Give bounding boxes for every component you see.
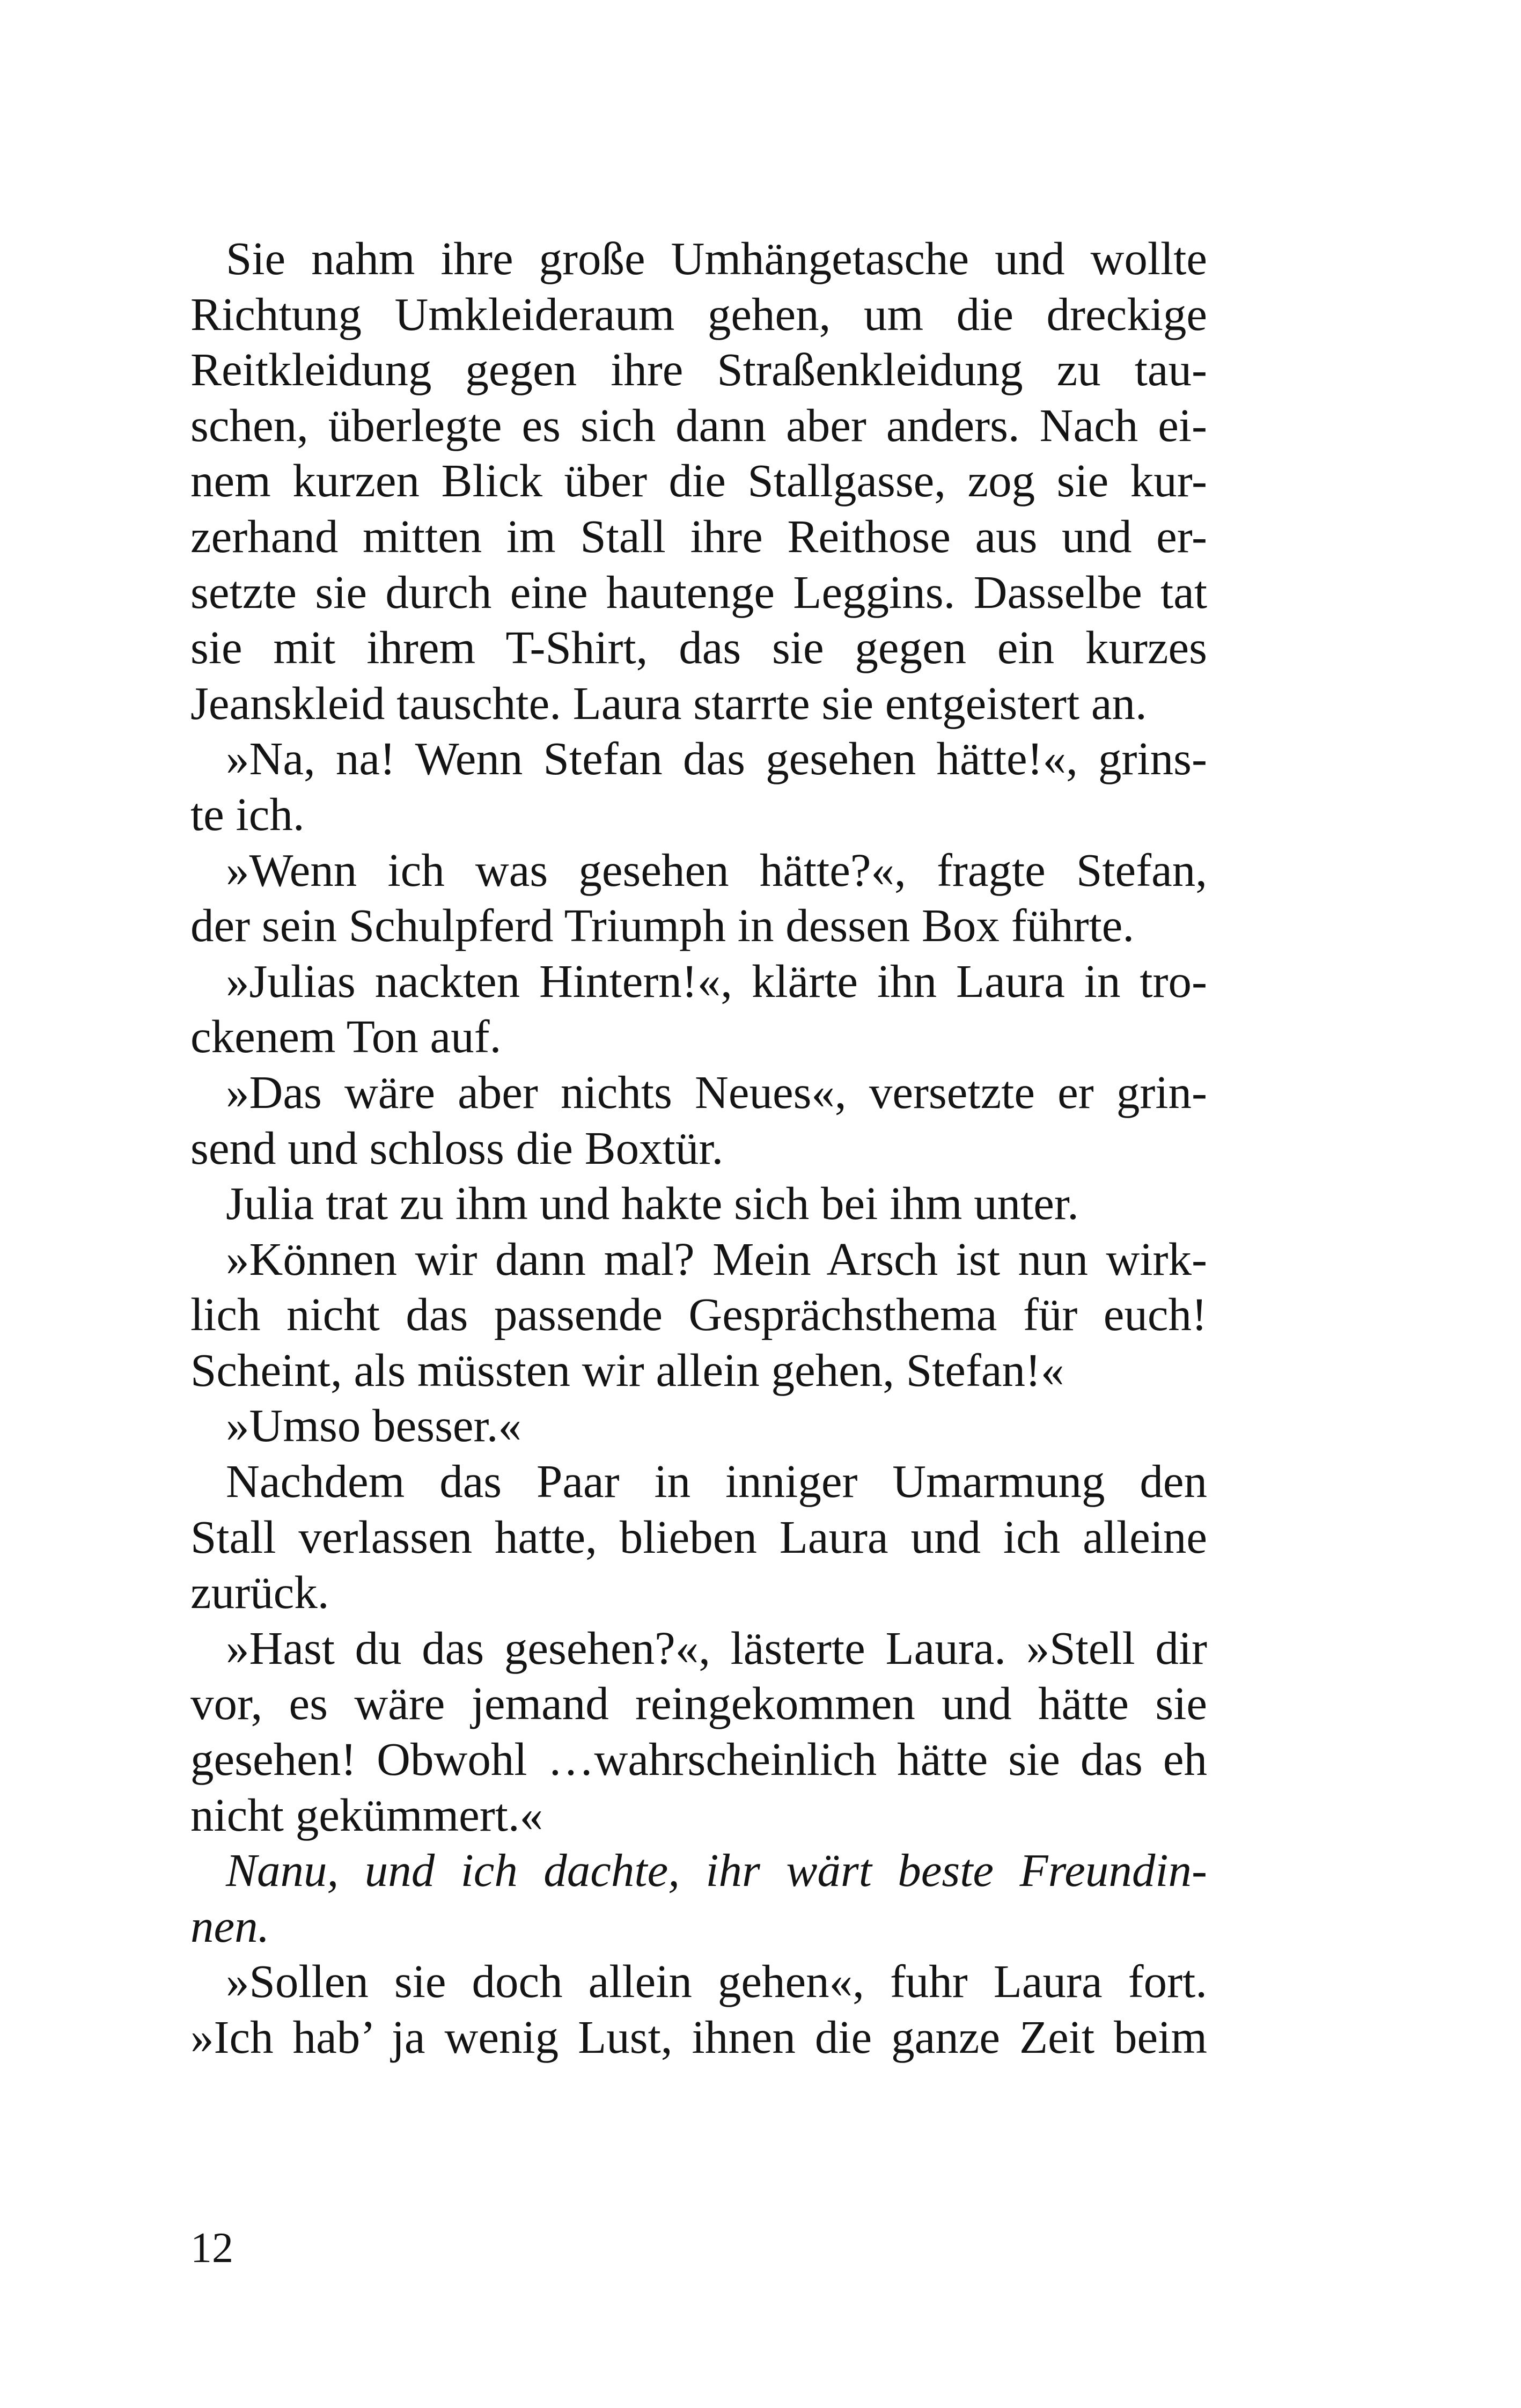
text-line: »Umso besser.« [226,1399,521,1452]
text-line: Stall verlassen hatte, blieben Laura und ich alleine [190,1510,1207,1563]
text-line: vor, es wäre jemand reingekommen und hätte sie [190,1677,1207,1730]
text-line: zurück. [190,1566,329,1619]
text-line: der sein Schulpferd Triumph in dessen Box führte. [190,899,1135,952]
text-line: »Ich hab’ ja wenig Lust, ihnen die ganze Zeit beim [190,2011,1207,2063]
text-line: schen, überlegte es sich dann aber anders. Nach ei- [190,399,1207,451]
text-line: lich nicht das passende Gesprächsthema für euch! [190,1288,1207,1341]
text-line: Sie nahm ihre große Umhängetasche und wollte [226,232,1207,284]
text-line: Reitkleidung gegen ihre Straßenkleidung zu tau- [190,343,1207,396]
text-line: Julia trat zu ihm und hakte sich bei ihm unter. [226,1177,1079,1230]
text-line: zerhand mitten im Stall ihre Reithose aus und er- [190,510,1207,562]
text-line: setzte sie durch eine hautenge Leggins. Dasselbe tat [190,566,1207,618]
text-line: sie mit ihrem T-Shirt, das sie gegen ein kurzes [190,621,1207,674]
text-line: Scheint, als müssten wir allein gehen, Stefan!« [190,1344,1064,1396]
text-line: te ich. [190,788,305,840]
text-line: »Wenn ich was gesehen hätte?«, fragte Stefan, [226,843,1207,896]
text-line: ckenem Ton auf. [190,1010,502,1063]
text-line: »Das wäre aber nichts Neues«, versetzte er grin- [226,1066,1207,1118]
text-line: nicht gekümmert.« [190,1788,543,1841]
text-line: send und schloss die Boxtür. [190,1121,724,1174]
body-text [190,231,1207,2065]
text-line: Nanu, und ich dachte, ihr wärt beste Freundin- [226,1844,1207,1897]
text-line: »Hast du das gesehen?«, lästerte Laura. »Stell dir [226,1621,1207,1674]
text-line: Nachdem das Paar in inniger Umarmung den [226,1455,1207,1508]
text-line: Richtung Umkleideraum gehen, um die dreckige [190,288,1207,340]
text-line: »Können wir dann mal? Mein Arsch ist nun wirk- [226,1232,1207,1285]
text-line: nem kurzen Blick über die Stallgasse, zog sie kur- [190,454,1207,507]
text-line: gesehen! Obwohl …wahrscheinlich hätte sie das eh [190,1733,1207,1786]
text-line: nen. [190,1899,270,1952]
text-line: »Julias nackten Hintern!«, klärte ihn Laura in tro- [226,955,1207,1007]
text-line: Jeanskleid tauschte. Laura starrte sie entgeistert an. [190,677,1147,729]
text-line: »Sollen sie doch allein gehen«, fuhr Laura fort. [226,1955,1207,2008]
text-line: »Na, na! Wenn Stefan das gesehen hätte!«, grins- [226,732,1207,785]
page-number: 12 [190,2225,233,2272]
